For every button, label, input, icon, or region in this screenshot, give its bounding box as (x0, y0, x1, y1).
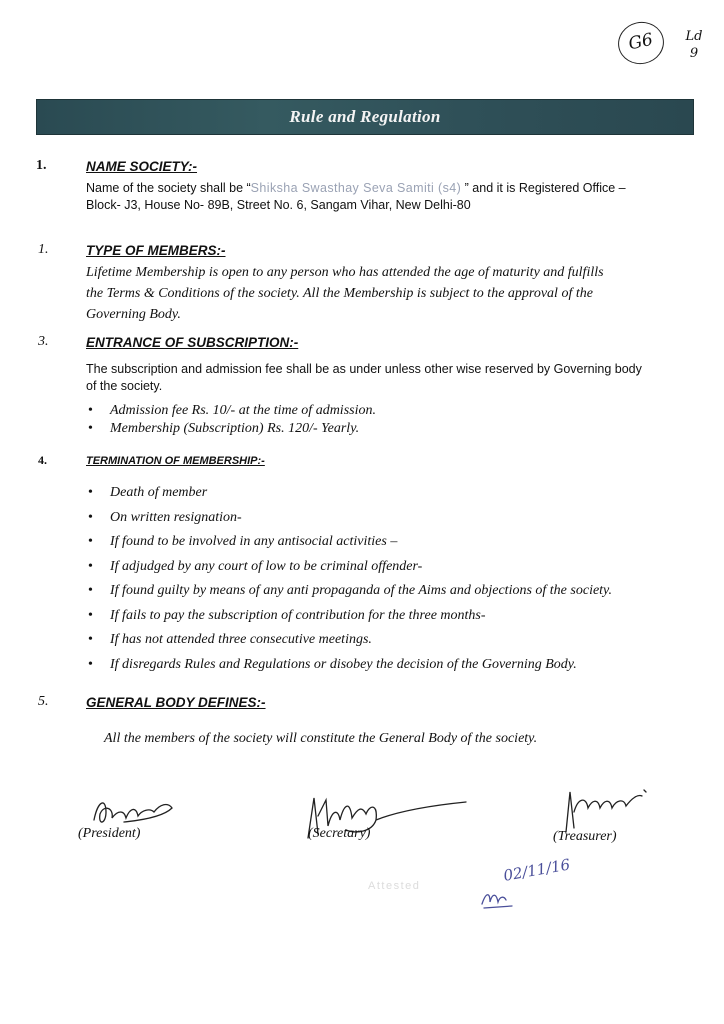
section-3-title: ENTRANCE OF SUBSCRIPTION:- (86, 335, 299, 350)
faint-stamp-text: Attested (368, 880, 421, 892)
section-3-number: 3. (38, 334, 49, 349)
section-1-number: 1. (36, 158, 47, 173)
president-label: (President) (78, 826, 141, 841)
list-item: • Admission fee Rs. 10/- at the time of admission. (86, 402, 686, 420)
secretary-label: (Secretary) (308, 826, 371, 841)
corner-handwritten-note: Ld 9 (685, 29, 703, 61)
list-item: • If disregards Rules and Regulations or disobey the decision of the Governing Body. (86, 656, 696, 681)
list-item: • On written resignation- (86, 509, 696, 534)
list-item: • If found to be involved in any antisocial activities – (86, 533, 696, 558)
list-item: • If has not attended three consecutive meetings. (86, 631, 696, 656)
page-number-stamp (614, 18, 668, 69)
list-item: • Membership (Subscription) Rs. 120/- Yearly. (86, 420, 686, 438)
list-item: • If adjudged by any court of low to be criminal offender- (86, 558, 696, 583)
section-1-title: NAME SOCIETY:- (86, 159, 198, 174)
section-2-body: Lifetime Membership is open to any person who has attended the age of maturity and fulfills the Terms & Conditions of the society. All the Membership is subject to the approval of the Governing Body. (86, 265, 604, 322)
section-5-body: All the members of the society will constitute the General Body of the society. (104, 731, 538, 746)
fee-list (86, 402, 686, 438)
termination-list (86, 484, 696, 680)
list-item: • Death of member (86, 484, 696, 509)
handwritten-date: 02/11/16 (502, 855, 572, 885)
section-4-title: TERMINATION OF MEMBERSHIP:- (86, 455, 265, 467)
page-number: G6 (626, 29, 655, 55)
section-2-number: 1. (38, 242, 49, 257)
treasurer-label: (Treasurer) (553, 829, 617, 844)
list-item: • If found guilty by means of any anti propaganda of the Aims and objections of the society. (86, 582, 696, 607)
document-title: Rule and Regulation (289, 107, 441, 126)
section-1-body: Name of the society shall be “Shiksha Swasthay Seva Samiti (s4) ” and it is Registered Office – Block- J3, House No- 89B, Street No. 6, Sangam Vihar, New Delhi-80 (86, 181, 626, 212)
section-4-number: 4. (38, 453, 47, 467)
initial-mark-icon (478, 886, 518, 910)
section-5-title: GENERAL BODY DEFINES:- (86, 695, 266, 710)
society-name: Shiksha Swasthay Seva Samiti (s4) (250, 181, 462, 195)
section-2-title: TYPE OF MEMBERS:- (86, 243, 226, 258)
section-5-number: 5. (38, 694, 49, 709)
list-item: • If fails to pay the subscription of contribution for the three months- (86, 607, 696, 632)
section-3-body: The subscription and admission fee shall be as under unless other wise reserved by Governing body of the society. (86, 362, 642, 393)
